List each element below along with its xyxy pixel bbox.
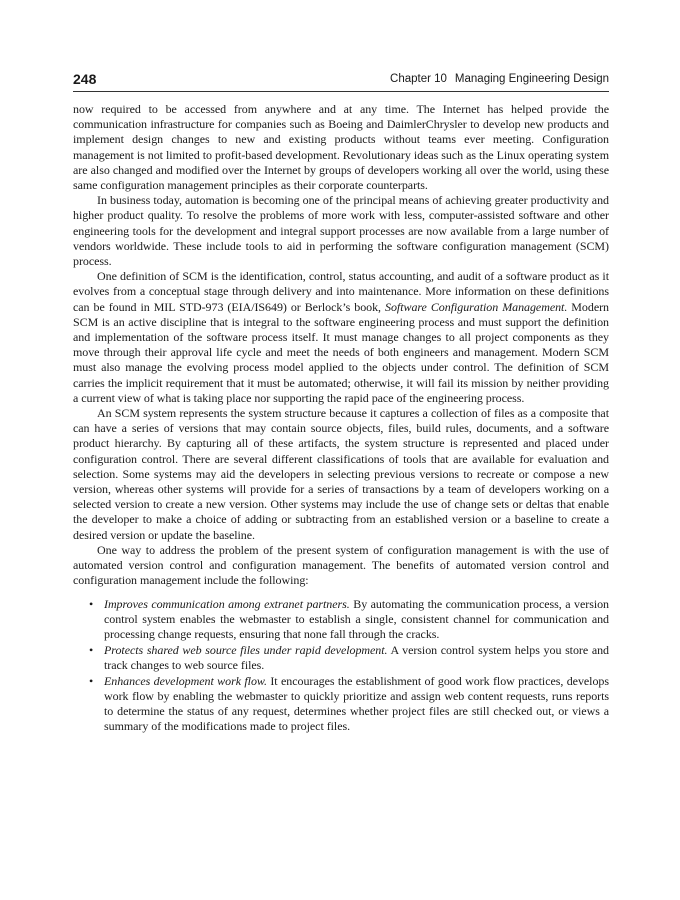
paragraph-benefits-intro: One way to address the problem of the present system of configuration management is with the use of automated version control and configuration management. The benefits of automated version control and configuration management include the following:: [73, 542, 609, 588]
bullet-marker: •: [89, 642, 94, 657]
bullet-marker: •: [89, 673, 94, 688]
bullet-marker: •: [89, 596, 94, 611]
chapter-label: [390, 71, 609, 87]
list-item-title: Improves communication among extranet partners.: [104, 596, 350, 611]
body-text: [73, 102, 609, 735]
paragraph-scm-definition: [73, 269, 609, 406]
chapter-title: Managing Engineering Design: [454, 73, 609, 85]
list-item: [89, 642, 609, 673]
list-item: [89, 596, 610, 643]
list-item-text: A version control system helps you store and track changes to web source files.: [104, 642, 609, 672]
list-item-text: It encourages the establishment of good work flow practices, develops work flow by enabling the webmaster to quickly prioritize and assign web content requests, runs reports to determine the status of any request, determines whether project files are still checked out, or views a summary of the modifications made to project files.: [104, 673, 609, 734]
list-item-text: By automating the communication process, a version control system enables the webmaster to establish a single, consistent channel for communication and processing change requests, ensuring that none fall through the cracks.: [104, 596, 610, 641]
benefits-list: [73, 597, 609, 735]
paragraph-text: Modern SCM is an active discipline that is integral to the software engineering process and must support the definition and implementation of the software process itself. It must manage changes to all project components as they move through their approval life cycle and meet the needs of both engineers and management. Modern SCM must also manage the evolving process model applied to the objects under control. The definition of SCM carries the implicit requirement that it must be automated; otherwise, it will fail its mission by neither providing a current view of what is taking place nor supporting the rapid pace of the engineering process.: [73, 299, 609, 405]
paragraph-continued: now required to be accessed from anywhere and at any time. The Internet has helped provide the communication infrastructure for companies such as Boeing and DaimlerChrysler to develop new products and implement design changes to new and existing products without teams ever meeting. Configuration management is not limited to profit-based development. Revolutionary ideas such as the Linux operating system are also changed and modified over the Internet by groups of developers working all over the world, using these same configuration management principles as their corporate counterparts.: [73, 102, 609, 193]
header-rule: [73, 91, 609, 92]
paragraph-text: One definition of SCM is the identification, control, status accounting, and audit of a software product as it evolves from a conceptual stage through delivery and into maintenance. More information on these definitions can be found in MIL STD-973 (EIA/IS649) or Berlock’s book,: [73, 269, 609, 314]
chapter-number: Chapter 10: [390, 73, 447, 85]
list-item-title: Protects shared web source files under rapid development.: [104, 642, 388, 657]
list-item: [89, 673, 609, 735]
book-title: Software Configuration Management.: [385, 299, 568, 314]
paragraph-scm-system: An SCM system represents the system structure because it captures a collection of files as a composite that can have a series of versions that may contain source objects, files, build rules, documents, and a software product hierarchy. By capturing all of these artifacts, the system structure is represented and placed under configuration control. There are several different classifications of tools that are available for evaluation and selection. Some systems may aid the developers in selecting previous versions to recreate or compose a new version, whereas other systems will provide for a series of transactions by a team of developers working on a selected version to create a new version. Other systems may include the use of change sets or deltas that enable the developer to make a choice of adding or subtracting from an established version or a baseline to create a desired version or update the baseline.: [73, 406, 609, 542]
page-number: 248: [73, 71, 97, 87]
list-item-title: Enhances development work flow.: [104, 673, 267, 688]
running-header: [73, 70, 609, 90]
paragraph-automation: In business today, automation is becoming one of the principal means of achieving greater productivity and higher product quality. To resolve the problems of more work with less, computer-assisted software and other engineering tools for the development and integral support processes are now available from a large number of vendors worldwide. These include tools to aid in performing the software configuration management (SCM) process.: [73, 193, 609, 269]
